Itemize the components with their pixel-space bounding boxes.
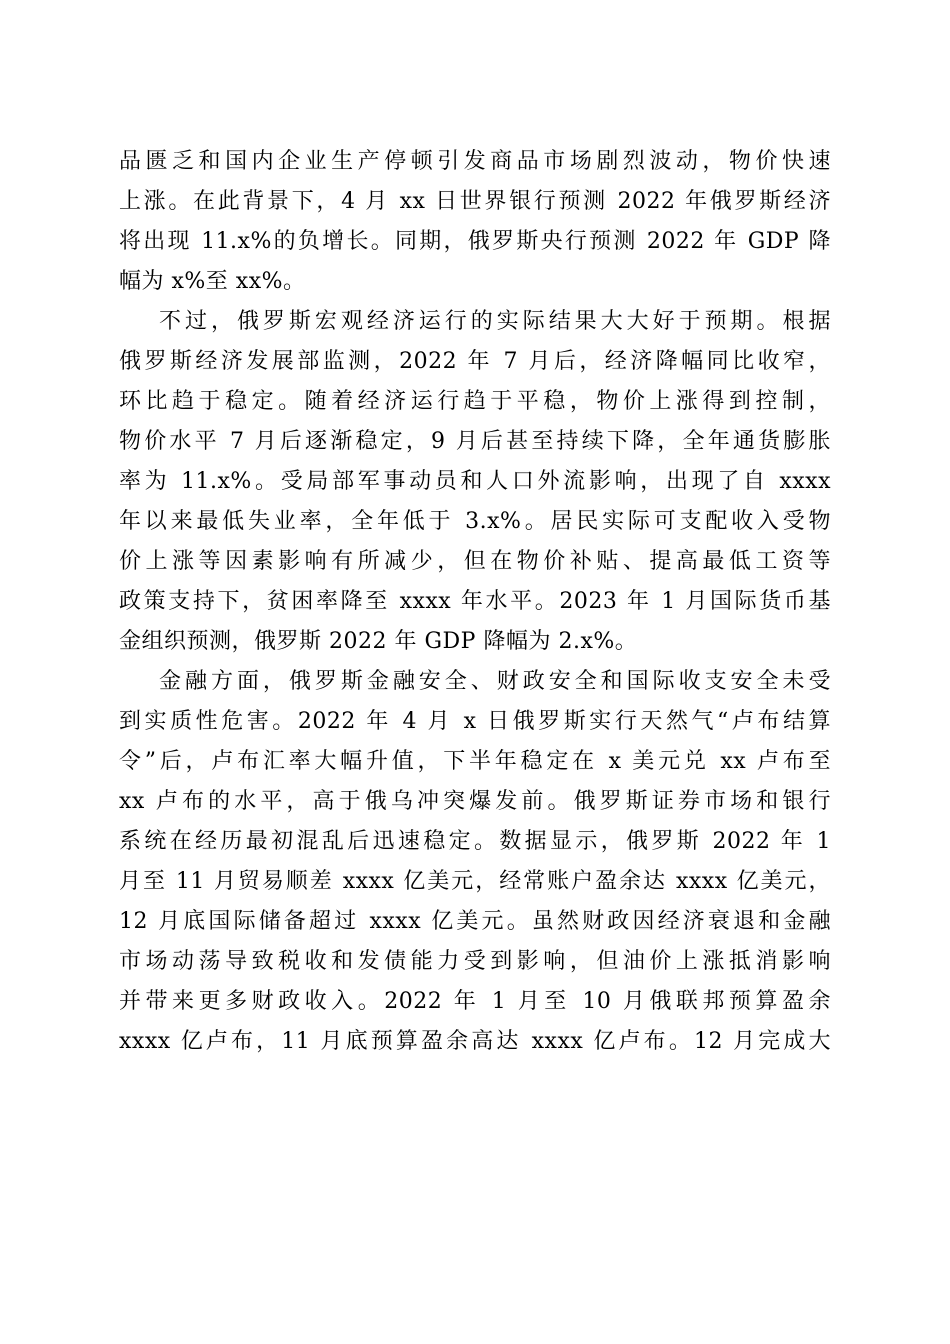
text-line: 金组织预测，俄罗斯 2022 年 GDP 降幅为 2.x%。 [119, 629, 638, 654]
text-line: 金融方面，俄罗斯金融安全、财政安全和国际收支安全未受 [159, 669, 831, 694]
text-line: 市场动荡导致税收和发债能力受到影响，但油价上涨抵消影响 [119, 949, 831, 974]
text-line: 到实质性危害。2022 年 4 月 x 日俄罗斯实行天然气“卢布结算 [119, 709, 831, 734]
paragraph-3 [119, 662, 831, 1062]
text-line: 率为 11.x%。受局部军事动员和人口外流影响，出现了自 xxxx [119, 469, 831, 494]
text-line: 12 月底国际储备超过 xxxx 亿美元。虽然财政因经济衰退和金融 [119, 909, 831, 934]
text-line: 月至 11 月贸易顺差 xxxx 亿美元，经常账户盈余达 xxxx 亿美元， [119, 869, 831, 894]
text-line: 将出现 11.x%的负增长。同期，俄罗斯央行预测 2022 年 GDP 降 [119, 229, 831, 254]
text-line: 品匮乏和国内企业生产停顿引发商品市场剧烈波动，物价快速 [119, 149, 831, 174]
paragraph-2 [119, 302, 831, 662]
text-line: 物价水平 7 月后逐渐稳定，9 月后甚至持续下降，全年通货膨胀 [119, 429, 831, 454]
text-line: 俄罗斯经济发展部监测，2022 年 7 月后，经济降幅同比收窄， [119, 349, 831, 374]
text-line: 环比趋于稳定。随着经济运行趋于平稳，物价上涨得到控制， [119, 389, 831, 414]
text-line: 政策支持下，贫困率降至 xxxx 年水平。2023 年 1 月国际货币基 [119, 589, 831, 614]
body-text [119, 142, 831, 1062]
text-line: xx 卢布的水平，高于俄乌冲突爆发前。俄罗斯证券市场和银行 [119, 789, 831, 814]
text-line: xxxx 亿卢布，11 月底预算盈余高达 xxxx 亿卢布。12 月完成大 [119, 1029, 831, 1054]
paragraph-1 [119, 142, 831, 302]
text-line: 上涨。在此背景下，4 月 xx 日世界银行预测 2022 年俄罗斯经济 [119, 189, 831, 214]
text-line: 令”后，卢布汇率大幅升值，下半年稳定在 x 美元兑 xx 卢布至 [119, 749, 831, 774]
text-line: 系统在经历最初混乱后迅速稳定。数据显示，俄罗斯 2022 年 1 [119, 829, 831, 854]
text-line: 不过，俄罗斯宏观经济运行的实际结果大大好于预期。根据 [159, 309, 831, 334]
text-line: 价上涨等因素影响有所减少，但在物价补贴、提高最低工资等 [119, 549, 831, 574]
text-line: 并带来更多财政收入。2022 年 1 月至 10 月俄联邦预算盈余 [119, 989, 831, 1014]
text-line: 年以来最低失业率，全年低于 3.x%。居民实际可支配收入受物 [119, 509, 831, 534]
text-line: 幅为 x%至 xx%。 [119, 269, 306, 294]
